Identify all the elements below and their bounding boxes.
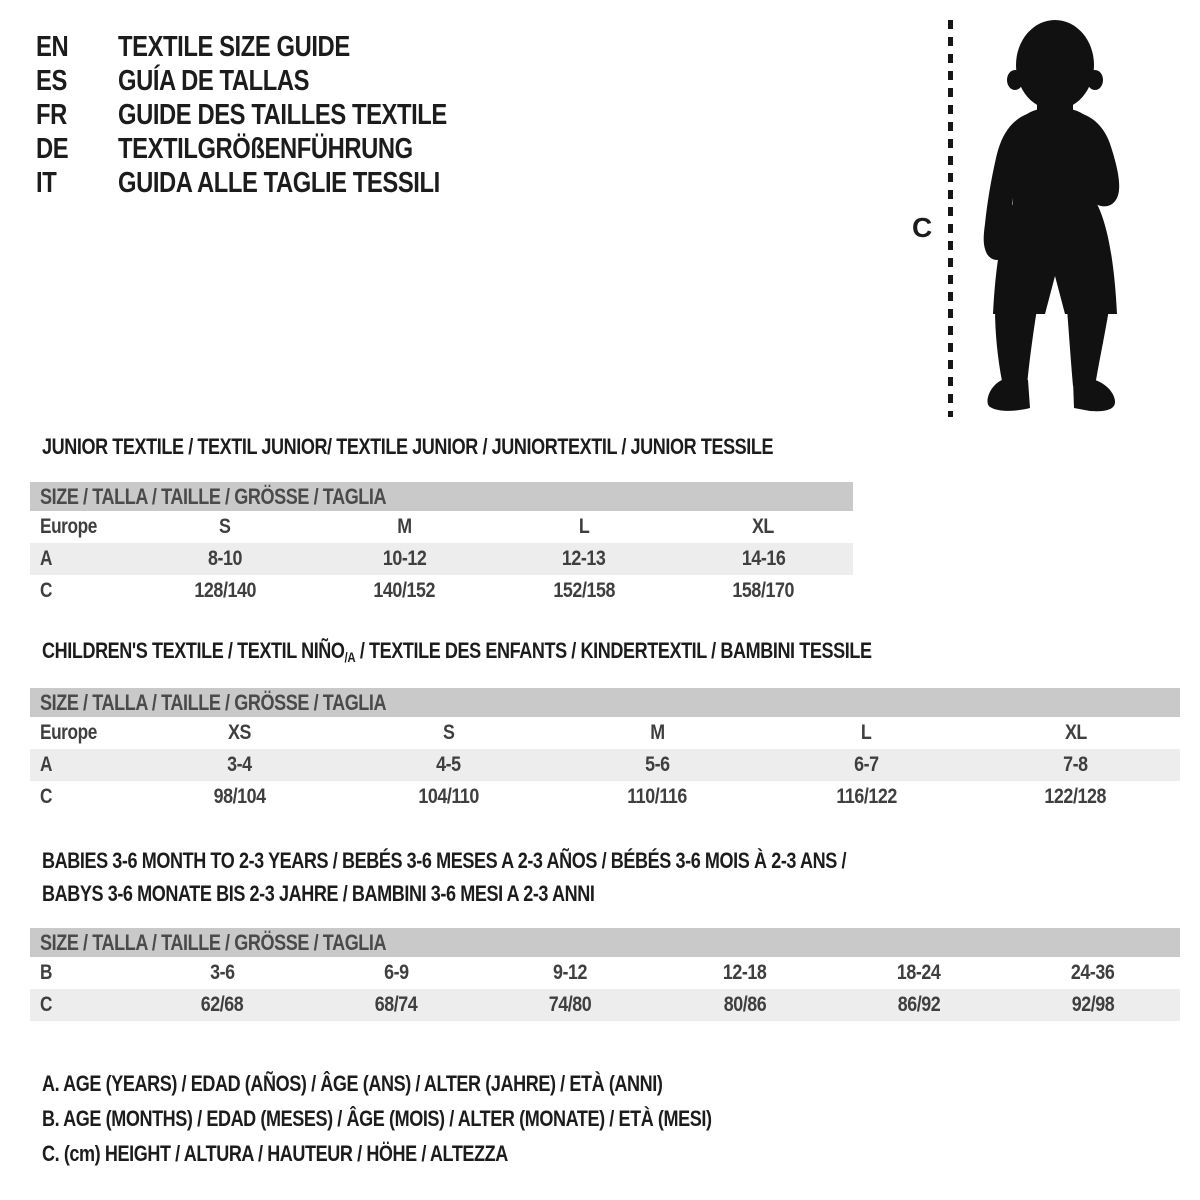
guide-title-fr: GUIDE DES TAILLES TEXTILE [118,98,447,131]
language-row-it [36,166,519,200]
region-label: Europe [40,515,97,538]
age-value: 12-13 [561,547,606,570]
months-value: 24-36 [1071,961,1115,984]
age-value: 6-7 [854,753,879,776]
row-label-c: C [40,579,53,602]
age-value: 8-10 [207,547,242,570]
size-header-label: SIZE / TALLA / TAILLE / GRÖSSE / TAGLIA [40,689,387,715]
junior-column-header-row [30,511,853,543]
size-header-label: SIZE / TALLA / TAILLE / GRÖSSE / TAGLIA [40,483,387,509]
babies-title-line1: BABIES 3-6 MONTH TO 2-3 YEARS / BEBÉS 3-6 MESES A 2-3 AÑOS / BÉBÉS 3-6 MOIS À 2-3 ANS / [42,848,847,873]
months-value: 12-18 [722,961,767,984]
children-size-table [30,688,1180,813]
age-value: 3-4 [227,753,252,776]
children-column-header-row [30,717,1180,749]
height-value: 128/140 [193,579,256,602]
language-code-de: DE [36,132,69,165]
size-column-s: S [218,515,231,538]
size-column-s: S [442,721,455,744]
babies-title-line2: BABYS 3-6 MONATE BIS 2-3 JAHRE / BAMBINI 3-6 MESI A 2-3 ANNI [42,881,595,906]
language-code-es: ES [36,64,67,97]
height-value: 158/170 [732,579,795,602]
row-label-a: A [40,753,53,776]
row-label-b: B [40,961,53,984]
babies-section-title [42,844,1023,910]
height-value: 110/116 [627,785,688,808]
age-value: 4-5 [436,753,461,776]
junior-age-row [30,543,853,575]
age-value: 7-8 [1063,753,1088,776]
language-row-de [36,132,519,166]
height-measure-label: C [912,212,933,243]
babies-months-row [30,957,1180,989]
height-value: 62/68 [200,993,244,1016]
months-value: 6-9 [383,961,409,984]
height-value: 140/152 [373,579,436,602]
language-row-es [36,64,519,98]
children-age-row [30,749,1180,781]
legend-line-b: B. AGE (MONTHS) / EDAD (MESES) / ÂGE (MOIS) / ALTER (MONATE) / ETÀ (MESI) [42,1105,712,1131]
row-label-a: A [40,547,53,570]
row-label-c: C [40,785,53,808]
guide-title-de: TEXTILGRÖßENFÜHRUNG [118,132,413,165]
height-value: 152/158 [552,579,615,602]
row-label-c: C [40,993,53,1016]
height-value: 122/128 [1044,785,1107,808]
nino-a-subscript: /A [344,649,356,665]
age-value: 5-6 [645,753,670,776]
height-value: 92/98 [1071,993,1115,1016]
months-value: 3-6 [209,961,235,984]
babies-height-row [30,989,1180,1021]
height-value: 98/104 [213,785,266,808]
legend [42,1066,859,1171]
junior-section-title: JUNIOR TEXTILE / TEXTIL JUNIOR/ TEXTILE JUNIOR / JUNIORTEXTIL / JUNIOR TESSILE [42,434,774,459]
babies-size-table [30,928,1180,1021]
babies-size-header-bar [30,928,1180,957]
height-value: 68/74 [374,993,418,1016]
months-value: 9-12 [553,961,588,984]
toddler-silhouette [962,14,1140,422]
children-section-title: CHILDREN'S TEXTILE / TEXTIL NIÑO/A / TEXTILE DES ENFANTS / KINDERTEXTIL / BAMBINI TESSILE [42,638,872,665]
height-value: 80/86 [723,993,766,1016]
children-size-header-bar [30,688,1180,717]
junior-height-row [30,575,853,607]
age-value: 14-16 [741,547,786,570]
size-column-m: M [650,721,665,744]
legend-line-c: C. (cm) HEIGHT / ALTURA / HAUTEUR / HÖHE / ALTEZZA [42,1140,508,1166]
months-value: 18-24 [896,961,941,984]
height-value: 74/80 [549,993,592,1016]
junior-size-table [30,482,853,607]
children-height-row [30,781,1180,813]
size-column-l: L [578,515,589,538]
height-value: 116/122 [836,785,897,808]
size-column-xl: XL [752,515,775,538]
height-value: 104/110 [418,785,479,808]
language-code-en: EN [36,30,69,63]
language-row-fr [36,98,519,132]
language-code-it: IT [36,166,57,199]
height-value: 86/92 [897,993,941,1016]
guide-title-en: TEXTILE SIZE GUIDE [118,30,350,63]
size-header-label: SIZE / TALLA / TAILLE / GRÖSSE / TAGLIA [40,929,387,955]
age-value: 10-12 [382,547,427,570]
guide-title-es: GUÍA DE TALLAS [118,64,310,97]
language-code-fr: FR [36,98,67,131]
guide-title-it: GUIDA ALLE TAGLIE TESSILI [118,166,440,199]
size-column-xs: XS [228,721,251,744]
region-label: Europe [40,721,97,744]
language-header [36,30,519,200]
size-column-xl: XL [1064,721,1087,744]
size-column-l: L [861,721,872,744]
legend-line-a: A. AGE (YEARS) / EDAD (AÑOS) / ÂGE (ANS) / ALTER (JAHRE) / ETÀ (ANNI) [42,1070,663,1096]
height-measure-dotted-line [948,20,953,417]
size-column-m: M [397,515,412,538]
language-row-en [36,30,519,64]
junior-size-header-bar [30,482,853,511]
